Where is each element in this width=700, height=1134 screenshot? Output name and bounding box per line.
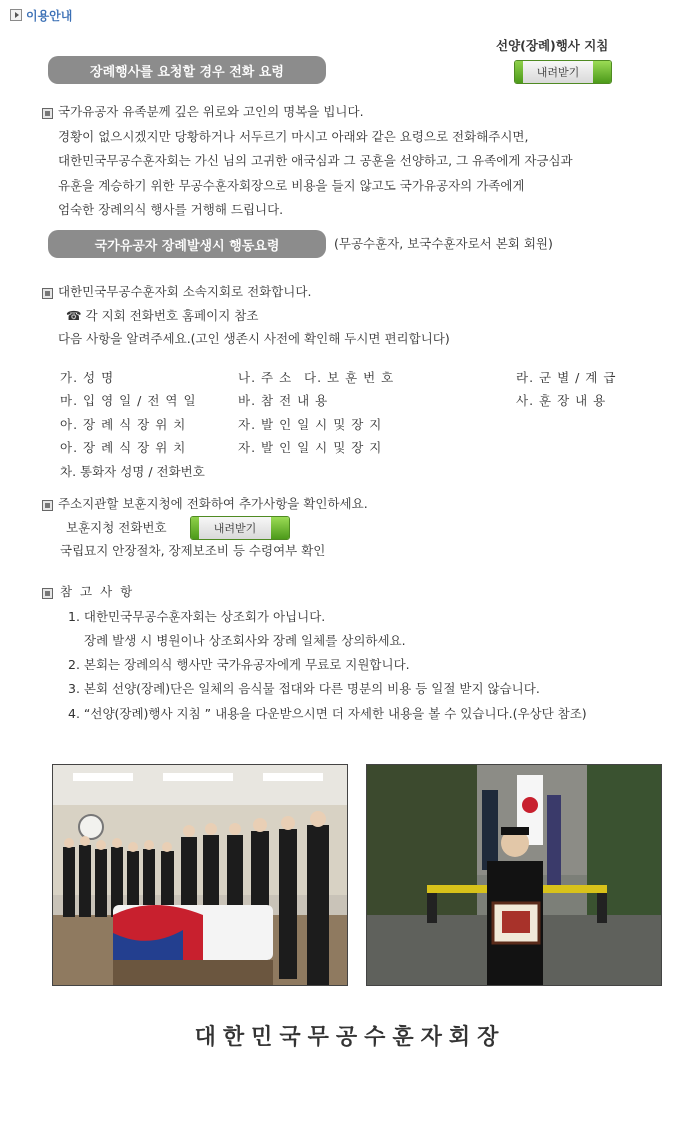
note-item: 1. 대한민국무공수훈자회는 상조회가 아닙니다.: [68, 609, 326, 624]
download-label: 내려받기: [213, 522, 257, 535]
section1-line: 국가유공자 유족분께 깊은 위로와 고인의 명복을 빕니다.: [58, 104, 364, 119]
info-item: 가. 성 명: [60, 370, 115, 385]
section2-line: 다음 사항을 알려주세요.(고인 생존시 사전에 확인해 두시면 편리합니다): [58, 331, 450, 346]
bohun-download-button[interactable]: [190, 516, 290, 540]
button-left-bar-icon: [191, 517, 199, 539]
section2-line: 대한민국무공수훈자회 소속지회로 전화합니다.: [58, 284, 312, 299]
info-item: 다. 보 훈 번 호: [304, 370, 395, 385]
member-note: (무공수훈자, 보국수훈자로서 본회 회원): [334, 236, 553, 251]
tab-label: 이용안내: [26, 8, 73, 23]
info-item: 마. 입 영 일 / 전 역 일: [60, 393, 197, 408]
guide-download-button[interactable]: [514, 60, 612, 84]
section3-line: 국립묘지 안장절차, 장제보조비 등 수령여부 확인: [60, 543, 326, 558]
info-item: 아. 장 례 식 장 위 치: [60, 440, 187, 455]
breadcrumb-tab[interactable]: [10, 6, 72, 24]
phone-guide-pill: 장례행사를 요청할 경우 전화 요령: [48, 56, 326, 84]
branch-phone-note: ☎ 각 지회 전화번호 홈페이지 참조: [66, 308, 259, 323]
button-left-bar-icon: [515, 61, 523, 83]
footer-title: 대한민국무공수훈자회장: [194, 1025, 506, 1050]
note-item: 3. 본회 선양(장례)단은 일체의 음식물 접대와 다른 명분의 비용 등 일절 받지 않습니다.: [68, 681, 540, 696]
section1-line: 엄숙한 장례의식 행사를 거행해 드립니다.: [58, 202, 284, 217]
info-item: 나. 주 소: [238, 370, 293, 385]
section3-line: 주소지관할 보훈지청에 전화하여 추가사항을 확인하세요.: [58, 496, 368, 511]
guide-title: 선양(장례)행사 지침: [496, 38, 609, 53]
note-item: 2. 본회는 장례의식 행사만 국가유공자에게 무료로 지원합니다.: [68, 657, 410, 672]
info-item: 자. 발 인 일 시 및 장 지: [238, 440, 383, 455]
note-item: 장례 발생 시 병원이나 상조회사와 장례 일체를 상의하세요.: [84, 633, 406, 648]
funeral-ceremony-photo: [52, 764, 348, 986]
info-item: 바. 참 전 내 용: [238, 393, 329, 408]
section1-line: 경황이 없으시겠지만 당황하거나 서두르기 마시고 아래와 같은 요령으로 전화해주시면,: [58, 129, 529, 144]
honor-guard-photo: [366, 764, 662, 986]
info-item: 자. 발 인 일 시 및 장 지: [238, 417, 383, 432]
info-item: 아. 장 례 식 장 위 치: [60, 417, 187, 432]
button-right-arrow-icon: [593, 61, 611, 83]
section1-line: 유훈을 계승하기 위한 무공수훈자회장으로 비용을 들지 않고도 국가유공자의 가족에게: [58, 178, 525, 193]
download-label: 내려받기: [536, 66, 580, 79]
bullet-icon: [42, 500, 53, 511]
info-item: 사. 훈 장 내 용: [516, 393, 607, 408]
bohun-phone-label: 보훈지청 전화번호: [66, 520, 167, 535]
note-item: 4. “선양(장례)행사 지침 ” 내용을 다운받으시면 더 자세한 내용을 볼 수 있습니다.(우상단 참조): [68, 706, 587, 721]
notes-title: 참 고 사 항: [60, 584, 135, 599]
bullet-icon: [42, 588, 53, 599]
bullet-icon: [42, 108, 53, 119]
info-item: 차. 통화자 성명 / 전화번호: [60, 464, 205, 479]
info-item: 라. 군 별 / 계 급: [516, 370, 617, 385]
bullet-icon: [42, 288, 53, 299]
action-guide-pill: 국가유공자 장례발생시 행동요령: [48, 230, 326, 258]
section1-line: 대한민국무공수훈자회는 가신 님의 고귀한 애국심과 그 공훈을 선양하고, 그 유족에게 자긍심과: [58, 153, 573, 168]
play-arrow-icon: [10, 9, 22, 21]
button-right-arrow-icon: [271, 517, 289, 539]
